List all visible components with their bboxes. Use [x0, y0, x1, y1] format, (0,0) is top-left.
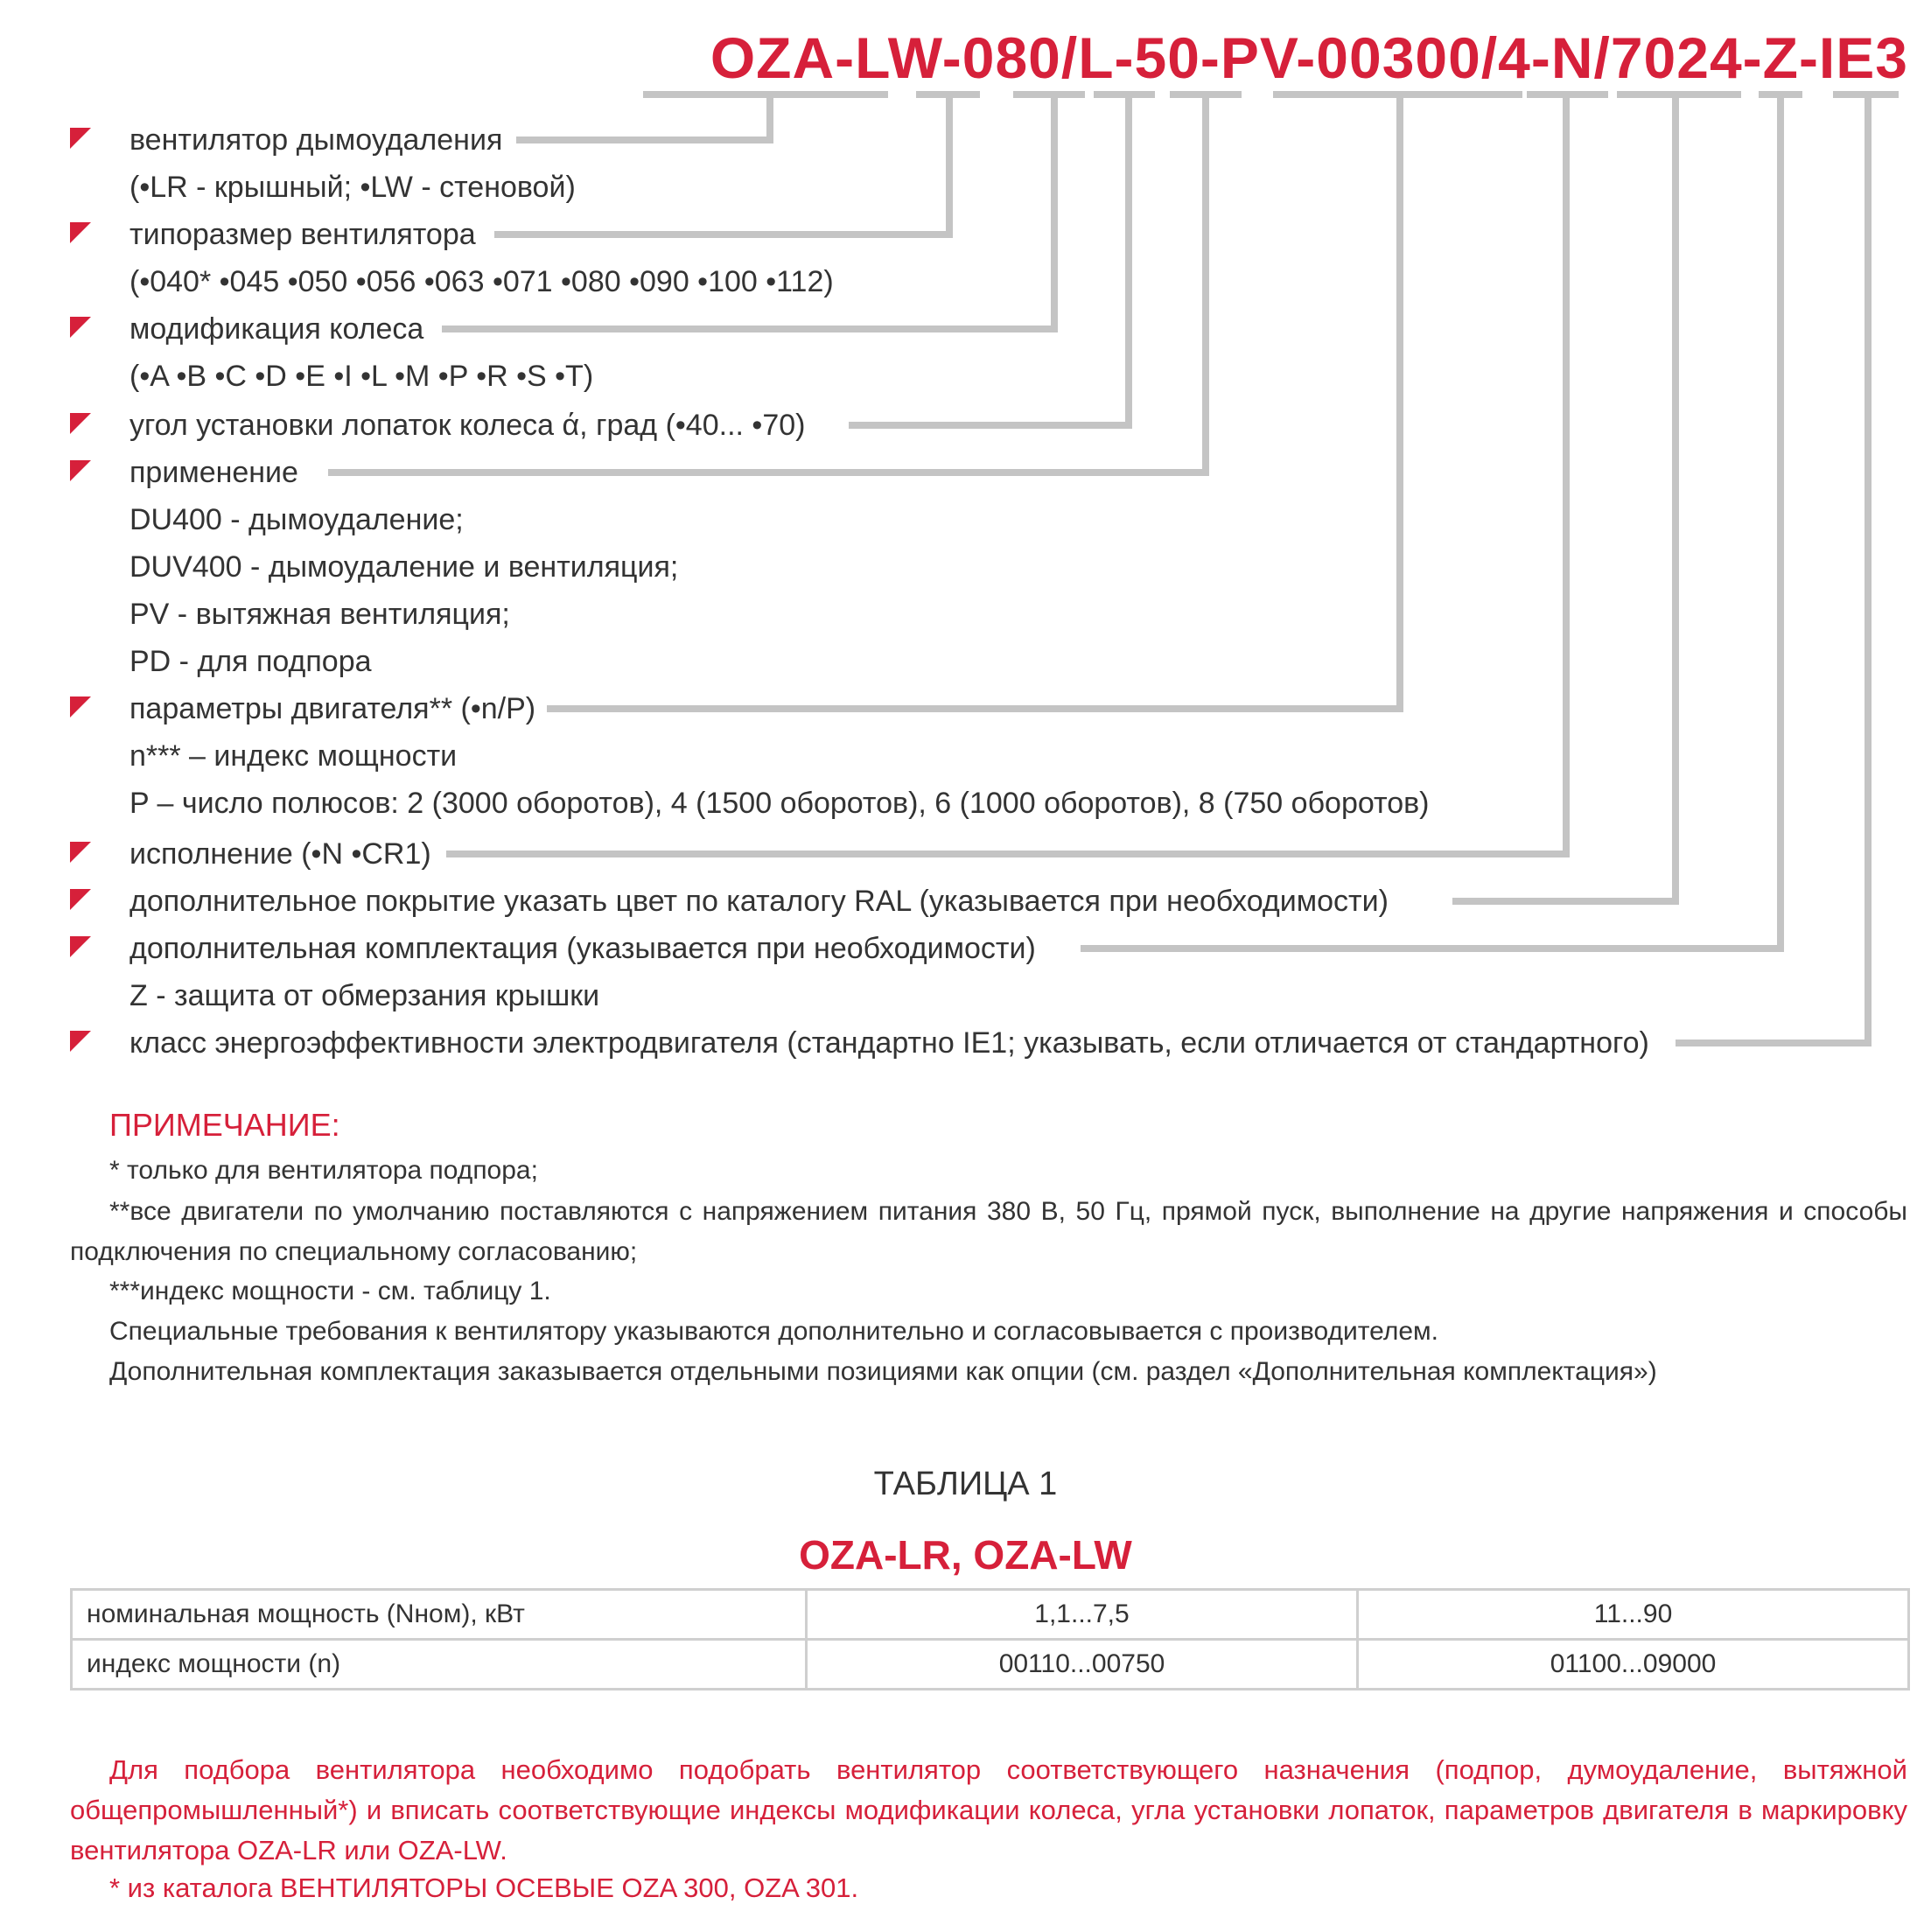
item-title: дополнительное покрытие указать цвет по каталогу RAL (указывается при необходимости) [129, 885, 1389, 918]
table-cell: индекс мощности (n) [72, 1640, 807, 1690]
notes-title: ПРИМЕЧАНИЕ: [109, 1107, 340, 1143]
table-row [72, 1590, 1909, 1640]
selection-instruction-text: Для подбора вентилятора необходимо подобрать вентилятор соответствующего назначения (подпор, думоудаление, вытяжной общепромышленный*) и вписать соответствующие индексы модификации колеса, угла установки лопаток, параметров двигателя в маркировку вентилятора OZA-LR или OZA-LW. [70, 1754, 1907, 1866]
leader-angle [849, 94, 1129, 425]
item-detail: DUV400 - дымоудаление и вентиляция; [129, 550, 679, 584]
item-detail: DU400 - дымоудаление; [129, 503, 464, 536]
item-detail: n*** – индекс мощности [129, 739, 458, 773]
item-title: дополнительная комплектация (указывается при необходимости) [129, 932, 1036, 965]
bullet-triangle-icon [70, 842, 91, 863]
item-title: применение [129, 456, 298, 489]
table-cell: 00110...00750 [807, 1640, 1358, 1690]
leader-size [494, 94, 949, 234]
item-title: исполнение (•N •CR1) [129, 837, 431, 871]
model-code-title: OZA-LW-080/L-50-PV-00300/4-N/7024-Z-IE3 [710, 25, 1908, 90]
item-title: угол установки лопаток колеса ά, град (•40... •70) [129, 409, 806, 442]
note-1: * только для вентилятора подпора; [109, 1156, 538, 1185]
leader-type [516, 94, 770, 140]
catalog-footnote: * из каталога ВЕНТИЛЯТОРЫ ОСЕВЫЕ OZA 300, OZA 301. [109, 1872, 859, 1903]
bullet-triangle-icon [70, 889, 91, 910]
item-detail: PV - вытяжная вентиляция; [129, 598, 510, 631]
table-row [72, 1640, 1909, 1690]
leader-motor [547, 94, 1400, 709]
bullet-triangle-icon [70, 1031, 91, 1052]
bullet-triangle-icon [70, 696, 91, 718]
bullet-triangle-icon [70, 317, 91, 338]
bullet-triangle-icon [70, 413, 91, 434]
note-2 [70, 1192, 1907, 1272]
bullet-triangle-icon [70, 128, 91, 149]
item-detail: Z - защита от обмерзания крышки [129, 979, 600, 1012]
item-title: параметры двигателя** (•n/P) [129, 692, 536, 725]
table-cell: 1,1...7,5 [807, 1590, 1358, 1640]
table-subtitle: OZA-LR, OZA-LW [799, 1532, 1132, 1578]
item-detail: PD - для подпора [129, 645, 372, 678]
item-detail: (•LR - крышный; •LW - стеновой) [129, 171, 576, 204]
item-detail: (•040* •045 •050 •056 •063 •071 •080 •090 •100 •112) [129, 265, 834, 298]
item-detail: (•A •B •C •D •E •I •L •M •P •R •S •T) [129, 360, 594, 393]
item-title: вентилятор дымоудаления [129, 123, 503, 157]
item-title: класс энергоэффективности электродвигателя (стандартно IE1; указывать, если отличается от стандартного) [129, 1026, 1649, 1060]
table-cell: номинальная мощность (Nном), кВт [72, 1590, 807, 1640]
selection-instruction [70, 1750, 1907, 1871]
bullet-triangle-icon [70, 460, 91, 481]
leader-ie [1676, 94, 1868, 1043]
note-4: Специальные требования к вентилятору указываются дополнительно и согласовывается с производителем. [109, 1317, 1438, 1346]
table-cell: 11...90 [1358, 1590, 1909, 1640]
note-2-text: **все двигатели по умолчанию поставляются с напряжением питания 380 В, 50 Гц, прямой пуск, выполнение на другие напряжения и способы подключения по специальному согласованию; [70, 1197, 1907, 1266]
item-title: модификация колеса [129, 312, 424, 346]
table-cell: 01100...09000 [1358, 1640, 1909, 1690]
bullet-triangle-icon [70, 222, 91, 243]
note-3: ***индекс мощности - см. таблицу 1. [109, 1277, 551, 1306]
item-detail: P – число полюсов: 2 (3000 оборотов), 4 (1500 оборотов), 6 (1000 оборотов), 8 (750 оборотов) [129, 787, 1430, 820]
bullet-triangle-icon [70, 936, 91, 957]
item-title: типоразмер вентилятора [129, 218, 476, 251]
table-caption: ТАБЛИЦА 1 [873, 1466, 1058, 1502]
note-5: Дополнительная комплектация заказывается отдельными позициями как опции (см. раздел «Дополнительная комплектация») [109, 1357, 1657, 1386]
power-index-table [70, 1588, 1910, 1690]
